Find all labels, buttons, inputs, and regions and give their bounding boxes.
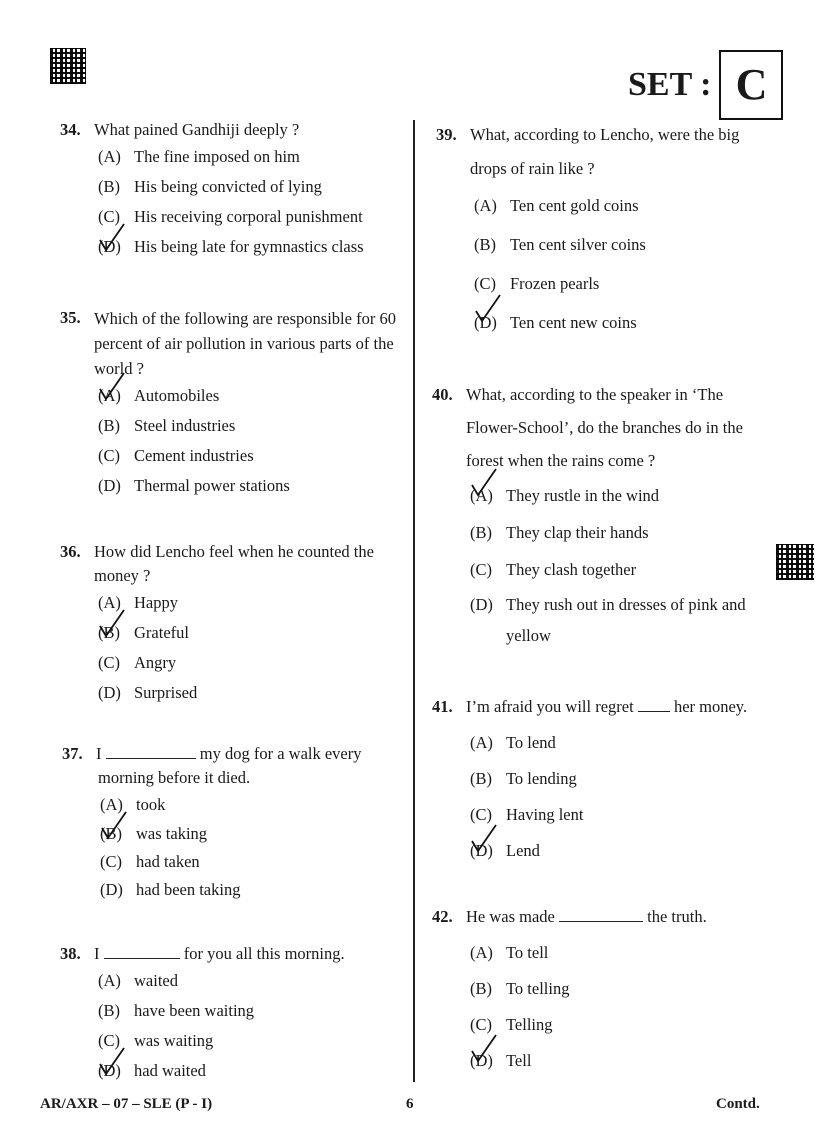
option-c[interactable]: (C) had taken [100,852,200,871]
option-b[interactable]: (B) Grateful [98,618,400,648]
question-stem: I’m afraid you will regret her money. [466,697,748,716]
question-39 [436,118,781,342]
option-a[interactable]: (A) To tell [470,943,549,962]
option-a[interactable]: (A) waited [98,971,178,990]
fill-blank [559,907,643,922]
option-a[interactable]: (A) Happy [98,593,178,612]
option-d[interactable]: (D) Lend [470,833,782,869]
question-number: 40. [432,385,453,404]
option-a[interactable]: (A) Automobiles [98,381,406,411]
option-d[interactable]: (D) Thermal power stations [98,476,290,495]
fill-blank [104,944,180,959]
option-b[interactable]: (B) They clap their hands [470,523,649,542]
set-label: SET : [628,66,712,103]
qr-code-top [50,48,86,84]
option-b[interactable]: (B) have been waiting [98,1001,255,1020]
page-number: 6 [406,1096,414,1112]
option-d[interactable]: (D) Surprised [98,683,198,702]
set-letter: C [719,50,783,120]
option-b[interactable]: (B) Ten cent silver coins [474,235,646,254]
question-number: 39. [436,125,457,144]
option-a[interactable]: (A) took [100,795,166,814]
question-number: 38. [60,944,81,963]
option-b[interactable]: (B) His being convicted of lying [98,177,322,196]
option-a[interactable]: (A) Ten cent gold coins [474,196,639,215]
option-d[interactable]: (D) Ten cent new coins [474,303,781,342]
question-stem: What, according to Lencho, were the big [470,125,740,144]
question-stem-line2: morning before it died. [98,768,251,787]
question-stem: I for you all this morning. [94,944,345,963]
option-b[interactable]: (B) Steel industries [98,416,236,435]
option-b[interactable]: (B) To lending [470,769,577,788]
question-41 [432,695,782,869]
option-b[interactable]: (B) To telling [470,979,570,998]
question-40 [432,378,782,651]
question-36 [60,540,400,708]
question-42 [432,905,782,1079]
question-stem: How did Lencho feel when he counted the money ? [94,542,374,585]
question-35 [60,306,406,501]
set-indicator [628,50,783,120]
question-number: 42. [432,907,453,926]
fill-blank [638,697,670,712]
question-stem: I my dog for a walk every [96,744,362,763]
question-stem: He was made the truth. [466,907,707,926]
question-stem-line3: forest when the rains come ? [466,451,656,470]
option-a[interactable]: (A) They rustle in the wind [470,477,782,514]
continued-label: Contd. [716,1096,760,1112]
option-d[interactable]: (D) Tell [470,1043,782,1079]
option-c[interactable]: (C) Cement industries [98,446,254,465]
question-34 [60,118,400,262]
option-a[interactable]: (A) To lend [470,733,556,752]
question-stem-line2: drops of rain like ? [470,159,595,178]
option-c[interactable]: (C) Having lent [470,805,584,824]
question-number: 36. [60,542,81,561]
option-c[interactable]: (C) Telling [470,1015,553,1034]
question-stem: What pained Gandhiji deeply ? [94,120,300,139]
option-d[interactable]: (D) had waited [98,1056,400,1086]
column-divider [413,120,415,1082]
option-c[interactable]: (C) They clash together [470,560,637,579]
option-b[interactable]: (B) was taking [100,820,402,848]
option-a[interactable]: (A) The fine imposed on him [98,147,300,166]
question-38 [60,942,400,1086]
question-stem: What, according to the speaker in ‘The [466,385,724,404]
option-c[interactable]: (C) Frozen pearls [474,274,600,293]
question-stem-line2: Flower-School’, do the branches do in the [466,418,743,437]
option-d[interactable]: (D) had been taking [100,880,241,899]
fill-blank [106,744,196,759]
option-d[interactable]: (D) They rush out in dresses of pink and [470,595,746,614]
paper-code: AR/AXR – 07 – SLE (P - I) [40,1096,213,1112]
option-d-line2: yellow [506,626,551,645]
option-c[interactable]: (C) Angry [98,653,177,672]
question-number: 35. [60,308,81,327]
question-number: 37. [62,744,83,763]
option-c[interactable]: (C) His receiving corporal punishment [98,207,363,226]
option-d[interactable]: (D) His being late for gymnastics class [98,232,400,262]
question-stem: Which of the following are responsible for 60 percent of air pollution in various parts of the world ? [94,309,396,378]
question-number: 41. [432,697,453,716]
option-c[interactable]: (C) was waiting [98,1031,214,1050]
question-number: 34. [60,120,81,139]
question-37 [62,742,402,904]
